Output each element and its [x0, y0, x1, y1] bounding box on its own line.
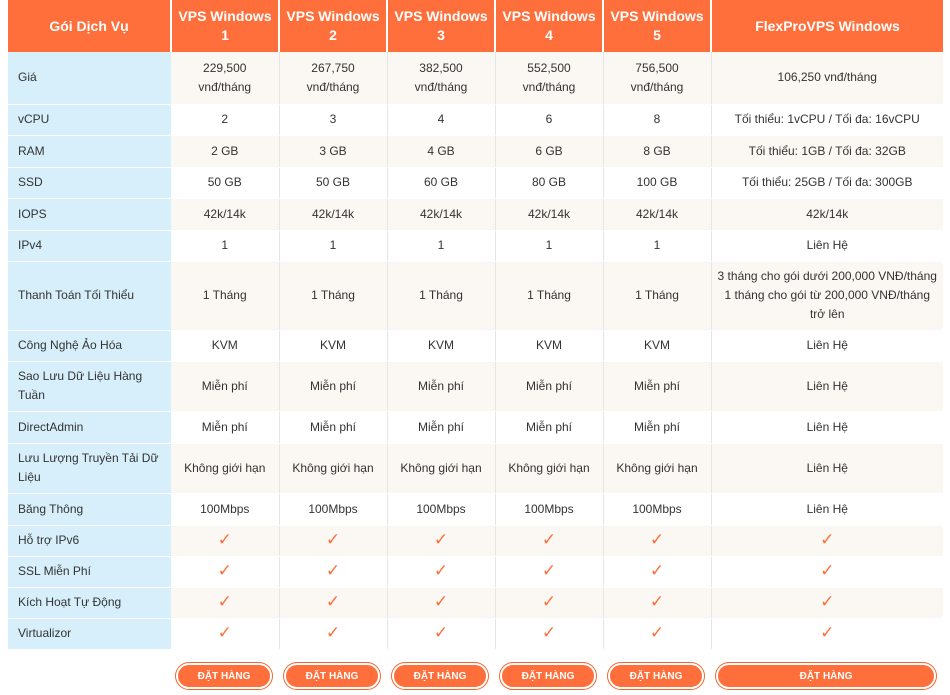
table-cell: 42k/14k — [171, 198, 279, 230]
table-cell: KVM — [171, 330, 279, 361]
price-cell: 552,500 vnđ/tháng — [495, 52, 603, 104]
table-cell: 50 GB — [171, 167, 279, 198]
table-cell: 100Mbps — [387, 493, 495, 525]
row-virtualizor — [8, 618, 943, 649]
order-button-plan-1[interactable]: ĐẶT HÀNG — [176, 663, 272, 689]
plan-header-5: VPS Windows 5 — [603, 0, 711, 52]
table-cell: Miễn phí — [387, 361, 495, 411]
row-label: vCPU — [8, 104, 171, 135]
check-icon: ✓ — [541, 529, 557, 549]
row-label: Virtualizor — [8, 618, 171, 649]
table-cell: Miễn phí — [495, 361, 603, 411]
table-cell: 42k/14k — [387, 198, 495, 230]
table-cell: Miễn phí — [171, 411, 279, 443]
table-cell: 42k/14k — [495, 198, 603, 230]
table-cell: 4 GB — [387, 135, 495, 167]
check-icon: ✓ — [649, 622, 665, 642]
flex-cell: 3 tháng cho gói dưới 200,000 VNĐ/tháng 1 tháng cho gói từ 200,000 VNĐ/tháng trở lên — [711, 261, 943, 330]
plan-header-4: VPS Windows 4 — [495, 0, 603, 52]
table-cell: 100Mbps — [279, 493, 387, 525]
check-icon: ✓ — [820, 529, 835, 549]
table-cell: 3 GB — [279, 135, 387, 167]
row-directadmin — [8, 411, 943, 443]
table-cell: 6 GB — [495, 135, 603, 167]
flex-cell: Liên Hệ — [711, 230, 943, 261]
check-icon: ✓ — [541, 622, 557, 642]
row-vcpu — [8, 104, 943, 135]
table-cell: Không giới hạn — [171, 443, 279, 493]
row-auto-activate — [8, 587, 943, 618]
flex-cell: Liên Hệ — [711, 361, 943, 411]
row-virtualization — [8, 330, 943, 361]
flex-cell: 42k/14k — [711, 198, 943, 230]
check-icon: ✓ — [433, 622, 449, 642]
order-button-plan-2[interactable]: ĐẶT HÀNG — [284, 663, 380, 689]
table-cell: 1 Tháng — [603, 261, 711, 330]
check-icon: ✓ — [649, 591, 665, 611]
row-label: Thanh Toán Tối Thiểu — [8, 261, 171, 330]
table-cell: Không giới hạn — [279, 443, 387, 493]
table-cell: 1 — [279, 230, 387, 261]
table-cell: 1 Tháng — [495, 261, 603, 330]
check-icon: ✓ — [649, 529, 665, 549]
row-label: DirectAdmin — [8, 411, 171, 443]
check-icon: ✓ — [820, 591, 835, 611]
row-label: IPv4 — [8, 230, 171, 261]
table-cell: KVM — [279, 330, 387, 361]
row-label: IOPS — [8, 198, 171, 230]
table-cell: 2 GB — [171, 135, 279, 167]
pricing-table — [8, 0, 943, 650]
table-cell: 2 — [171, 104, 279, 135]
flex-cell: Liên Hệ — [711, 443, 943, 493]
row-ipv6 — [8, 525, 943, 556]
table-cell: 1 — [603, 230, 711, 261]
check-icon: ✓ — [217, 529, 232, 549]
flex-cell: Tối thiểu: 1vCPU / Tối đa: 16vCPU — [711, 104, 943, 135]
table-cell: Không giới hạn — [495, 443, 603, 493]
service-header: Gói Dịch Vụ — [8, 0, 171, 52]
plan-header-3: VPS Windows 3 — [387, 0, 495, 52]
check-icon: ✓ — [325, 622, 341, 642]
table-cell: 1 — [387, 230, 495, 261]
row-label: Hỗ trợ IPv6 — [8, 525, 171, 556]
table-cell: Không giới hạn — [387, 443, 495, 493]
check-icon: ✓ — [541, 591, 557, 611]
row-label: Giá — [8, 52, 171, 104]
table-cell: Miễn phí — [603, 411, 711, 443]
order-buttons-row — [0, 663, 950, 691]
check-icon: ✓ — [820, 560, 835, 580]
table-cell: KVM — [495, 330, 603, 361]
row-label: Sao Lưu Dữ Liệu Hàng Tuần — [8, 361, 171, 411]
table-cell: Miễn phí — [279, 361, 387, 411]
flex-plan-header: FlexProVPS Windows — [711, 0, 943, 52]
row-traffic — [8, 443, 943, 493]
table-cell: 1 Tháng — [171, 261, 279, 330]
flex-cell: Liên Hệ — [711, 411, 943, 443]
row-payment — [8, 261, 943, 330]
table-cell: 8 GB — [603, 135, 711, 167]
check-icon: ✓ — [325, 560, 341, 580]
table-cell: 3 — [279, 104, 387, 135]
flex-cell: Tối thiểu: 1GB / Tối đa: 32GB — [711, 135, 943, 167]
check-icon: ✓ — [820, 622, 835, 642]
table-cell: 1 Tháng — [279, 261, 387, 330]
row-label: Công Nghệ Ảo Hóa — [8, 330, 171, 361]
flex-cell: Liên Hệ — [711, 330, 943, 361]
table-cell: 1 Tháng — [387, 261, 495, 330]
table-cell: KVM — [387, 330, 495, 361]
row-bandwidth — [8, 493, 943, 525]
price-cell: 756,500 vnđ/tháng — [603, 52, 711, 104]
row-label: Lưu Lượng Truyền Tải Dữ Liệu — [8, 443, 171, 493]
check-icon: ✓ — [217, 560, 232, 580]
check-icon: ✓ — [217, 591, 232, 611]
table-cell: Miễn phí — [171, 361, 279, 411]
table-cell: 100Mbps — [603, 493, 711, 525]
row-backup — [8, 361, 943, 411]
header-row — [8, 0, 943, 52]
table-cell: Không giới hạn — [603, 443, 711, 493]
table-cell: 42k/14k — [279, 198, 387, 230]
table-cell: KVM — [603, 330, 711, 361]
table-cell: Miễn phí — [387, 411, 495, 443]
flex-cell: Tối thiểu: 25GB / Tối đa: 300GB — [711, 167, 943, 198]
check-icon: ✓ — [325, 529, 341, 549]
order-button-plan-5[interactable]: ĐẶT HÀNG — [608, 663, 704, 689]
order-button-plan-4[interactable]: ĐẶT HÀNG — [500, 663, 596, 689]
table-cell: 4 — [387, 104, 495, 135]
row-price — [8, 52, 943, 104]
table-cell: 100Mbps — [495, 493, 603, 525]
price-cell: 382,500 vnđ/tháng — [387, 52, 495, 104]
row-label: RAM — [8, 135, 171, 167]
table-cell: 1 — [495, 230, 603, 261]
check-icon: ✓ — [433, 560, 449, 580]
check-icon: ✓ — [325, 591, 341, 611]
check-icon: ✓ — [649, 560, 665, 580]
table-cell: 50 GB — [279, 167, 387, 198]
flex-cell: 106,250 vnđ/tháng — [711, 52, 943, 104]
order-button-plan-3[interactable]: ĐẶT HÀNG — [392, 663, 488, 689]
table-cell: Miễn phí — [603, 361, 711, 411]
row-label: Kích Hoạt Tự Động — [8, 587, 171, 618]
row-label: SSL Miễn Phí — [8, 556, 171, 587]
plan-header-2: VPS Windows 2 — [279, 0, 387, 52]
table-cell: Miễn phí — [279, 411, 387, 443]
plan-header-1: VPS Windows 1 — [171, 0, 279, 52]
row-ssd — [8, 167, 943, 198]
row-ipv4 — [8, 230, 943, 261]
table-cell: 6 — [495, 104, 603, 135]
row-ssl — [8, 556, 943, 587]
check-icon: ✓ — [433, 591, 449, 611]
table-cell: 60 GB — [387, 167, 495, 198]
table-cell: 42k/14k — [603, 198, 711, 230]
table-cell: 100 GB — [603, 167, 711, 198]
row-label: SSD — [8, 167, 171, 198]
table-cell: 80 GB — [495, 167, 603, 198]
flex-cell: Liên Hệ — [711, 493, 943, 525]
table-cell: Miễn phí — [495, 411, 603, 443]
table-cell: 100Mbps — [171, 493, 279, 525]
check-icon: ✓ — [541, 560, 557, 580]
order-button-flex[interactable]: ĐẶT HÀNG — [716, 663, 936, 689]
check-icon: ✓ — [433, 529, 449, 549]
row-iops — [8, 198, 943, 230]
row-label: Băng Thông — [8, 493, 171, 525]
price-cell: 229,500 vnđ/tháng — [171, 52, 279, 104]
table-cell: 1 — [171, 230, 279, 261]
row-ram — [8, 135, 943, 167]
price-cell: 267,750 vnđ/tháng — [279, 52, 387, 104]
table-cell: 8 — [603, 104, 711, 135]
check-icon: ✓ — [217, 622, 232, 642]
